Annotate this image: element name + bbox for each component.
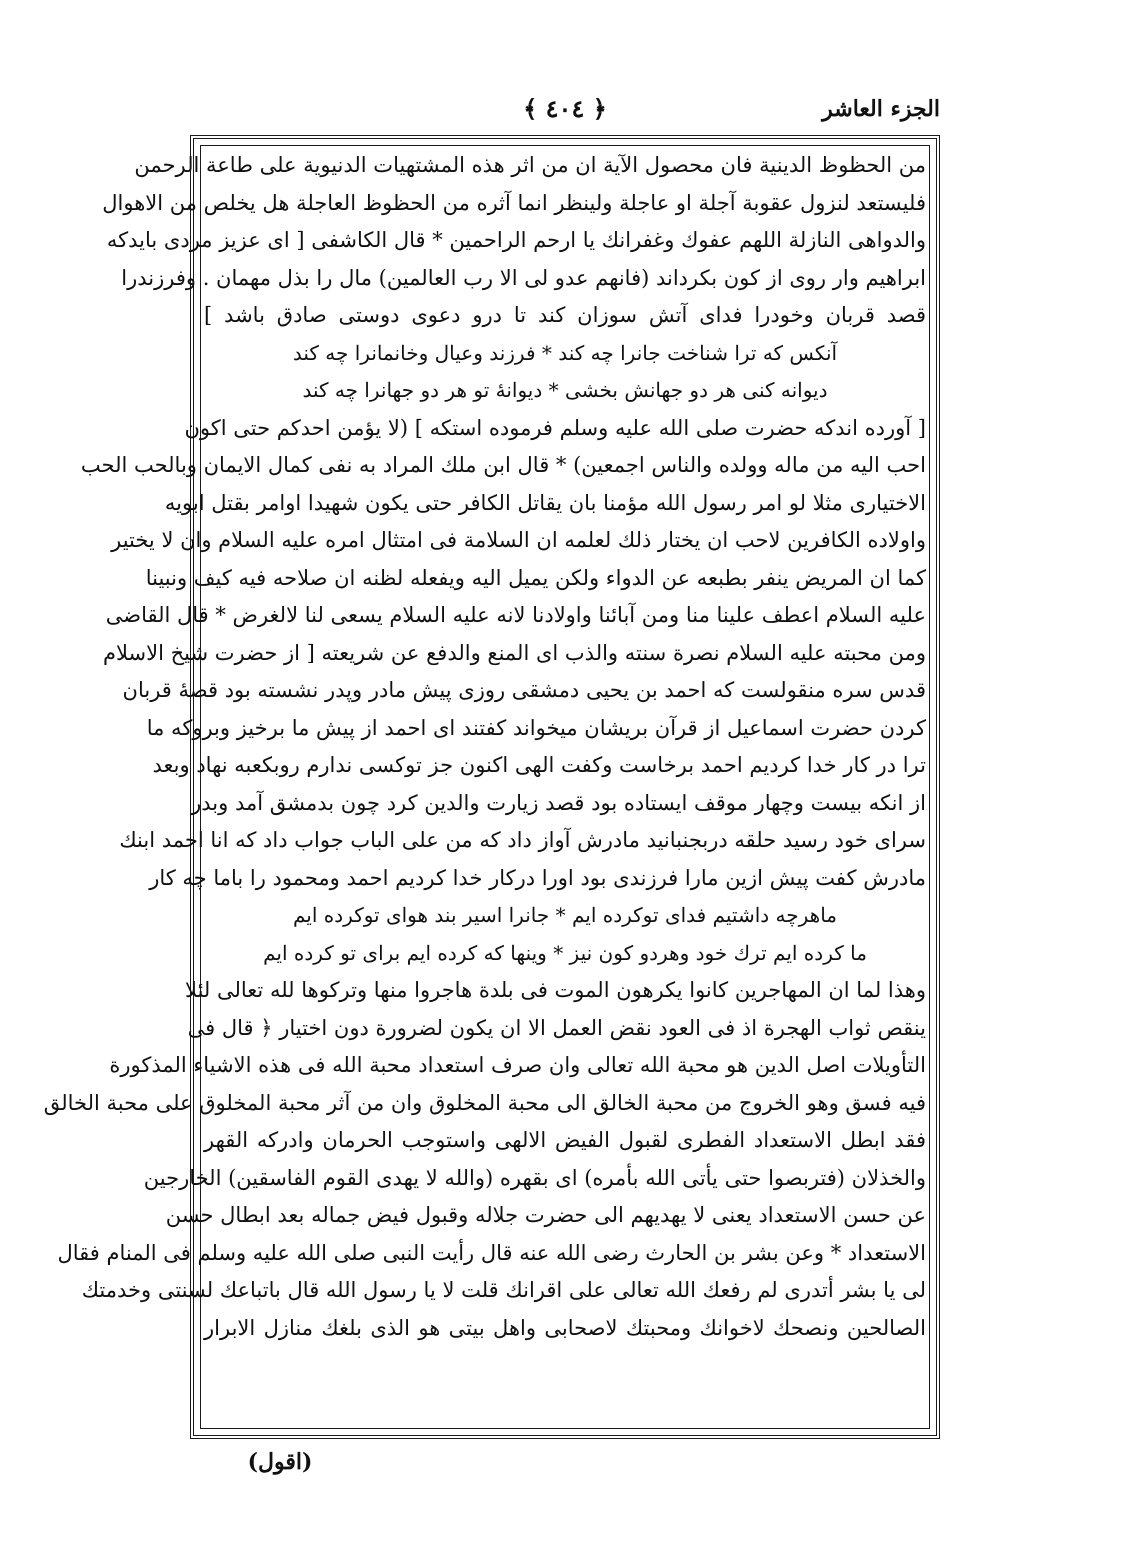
page-number: ﴿ ٤٠٤ ﴾ bbox=[523, 94, 607, 123]
text-frame bbox=[43, 135, 940, 1439]
text-line: ابراهيم وار روى از كون بكرداند (فانهم عدو لى الا رب العالمين) مال را بذل مهمان . وفرزندرا bbox=[121, 265, 926, 290]
text-line: التأويلات اصل الدين هو محبة الله تعالى وان صرف استعداد محبة الله فى هذه الاشياء المذكورة bbox=[109, 1053, 926, 1077]
text-line: از انكه بيست وچهار موقف ايستاده بود قصد زيارت والدين كرد چون بدمشق آمد وبدر bbox=[191, 790, 926, 815]
catchword: (اقول) bbox=[247, 1449, 313, 1475]
text-line: عليه السلام اعطف علينا منا ومن آبائنا واولادنا لانه عليه السلام يسعى لنا لالغرض * قال القاضى bbox=[105, 603, 926, 627]
page-header bbox=[190, 92, 940, 140]
text-line: فقد ابطل الاستعداد الفطرى لقبول الفيض الالهى واستوجب الحرمان وادركه القهر bbox=[204, 1128, 926, 1152]
verse-line: ما كرده ايم ترك خود وهردو كون نيز * وينها كه كرده ايم براى تو كرده ايم bbox=[263, 940, 867, 965]
text-line: [ آورده اندكه حضرت صلى الله عليه وسلم فرموده استكه ] (لا يؤمن احدكم حتى اكون bbox=[184, 415, 926, 440]
body-text bbox=[43, 147, 926, 1427]
text-line: فليستعد لنزول عقوبة آجلة او عاجلة ولينظر انما آثره من الحظوظ العاجلة هل يخلص من الاهوال bbox=[102, 190, 926, 215]
text-line: ترا در كار خدا كرديم احمد برخاست وكفت الهى اكنون جز توكسى ندارم روبكعبه نهاد وبعد bbox=[152, 753, 926, 777]
verse-line: آنكس كه ترا شناخت جانرا چه كند * فرزند وعيال وخانمانرا چه كند bbox=[292, 340, 838, 365]
text-line: كردن حضرت اسماعيل از قرآن بريشان ميخواند كفتند اى احمد از پيش ما برخيز وبروكه ما bbox=[146, 715, 926, 740]
text-line: فيه فسق وهو الخروج من محبة الخالق الى محبة المخلوق وان من آثر محبة المخلوق على محبة الخالق bbox=[43, 1090, 926, 1115]
verse-line: ديوانه كنى هر دو جهانش بخشى * ديوانهٔ تو هر دو جهانرا چه كند bbox=[302, 378, 828, 402]
text-line: قصد قربان وخودرا فداى آتش سوزان كند تا درو دعوى دوستى صادق باشد ] bbox=[204, 303, 926, 327]
part-label: الجزء العاشر bbox=[822, 96, 940, 122]
text-line: سراى خود رسيد حلقه دربجنبانيد مادرش آواز داد كه من على الباب جواب داد كه انا احمد ابنك bbox=[119, 828, 926, 852]
text-line: من الحظوظ الدينية فان محصول الآية ان من اثر هذه المشتهيات الدنيوية على طاعة الرحمن bbox=[134, 153, 926, 177]
text-line: واولاده الكافرين لاحب ان يختار ذلك لعلمه ان السلامة فى امتثال امره عليه السلام وان لا يختير bbox=[111, 528, 926, 552]
text-line: قدس سره منقولست كه احمد بن يحيى دمشقى روزى پيش مادر وپدر نشسته بود قصهٔ قربان bbox=[122, 678, 926, 702]
verse-line: ماهرچه داشتيم فداى توكرده ايم * جانرا اسير بند هواى توكرده ايم bbox=[292, 903, 837, 927]
text-line: الاستعداد * وعن بشر بن الحارث رضى الله عنه قال رأيت النبى صلى الله عليه وسلم فى المنام فقال bbox=[57, 1240, 926, 1265]
text-line: والخذلان (فتربصوا حتى يأتى الله بأمره) اى بقهره (والله لا يهدى القوم الفاسقين) الخارجين bbox=[143, 1165, 926, 1190]
text-line: الاختيارى مثلا لو امر رسول الله مؤمنا بان يقاتل الكافر حتى يكون شهيدا اوامر بقتل ابويه bbox=[164, 490, 926, 515]
text-line: عن حسن الاستعداد يعنى لا يهديهم الى حضرت جلاله وقبول فيض جماله بعد ابطال حسن bbox=[165, 1203, 926, 1227]
text-line: ينقص ثواب الهجرة اذ فى العود نقض العمل الا ان يكون لضرورة دون اختيار ﴿ قال فى bbox=[187, 1015, 926, 1040]
text-line: ومن محبته عليه السلام نصرة سنته والذب اى المنع والدفع عن شريعته [ از حضرت شيخ الاسلام bbox=[102, 640, 926, 665]
text-line: والدواهى النازلة اللهم عفوك وغفرانك يا ارحم الراحمين * قال الكاشفى [ اى عزيز مردى بايدكه bbox=[106, 228, 926, 252]
text-line: احب اليه من ماله وولده والناس اجمعين) * قال ابن ملك المراد به نفى كمال الايمان وبالحب الحب bbox=[80, 453, 926, 477]
text-line: لى يا بشر أتدرى لم رفعك الله تعالى على اقرانك قلت لا يا رسول الله قال باتباعك لسنتى وخدمتك bbox=[81, 1278, 926, 1302]
text-line: كما ان المريض ينفر بطبعه عن الدواء ولكن يميل اليه ويفعله لظنه ان صلاحه فيه كيف ونبينا bbox=[145, 565, 926, 590]
text-line: الصالحين ونصحك لاخوانك ومحبتك لاصحابى واهل بيتى هو الذى بلغك منازل الابرار bbox=[204, 1315, 926, 1340]
text-line: مادرش كفت پيش ازين مارا فرزندى بود اورا دركار خدا كرديم احمد ومحمود را باما چه كار bbox=[149, 865, 926, 890]
text-line: وهذا لما ان المهاجرين كانوا يكرهون الموت فى بلدة هاجروا منها وتركوها لله تعالى لئلا bbox=[185, 978, 926, 1002]
